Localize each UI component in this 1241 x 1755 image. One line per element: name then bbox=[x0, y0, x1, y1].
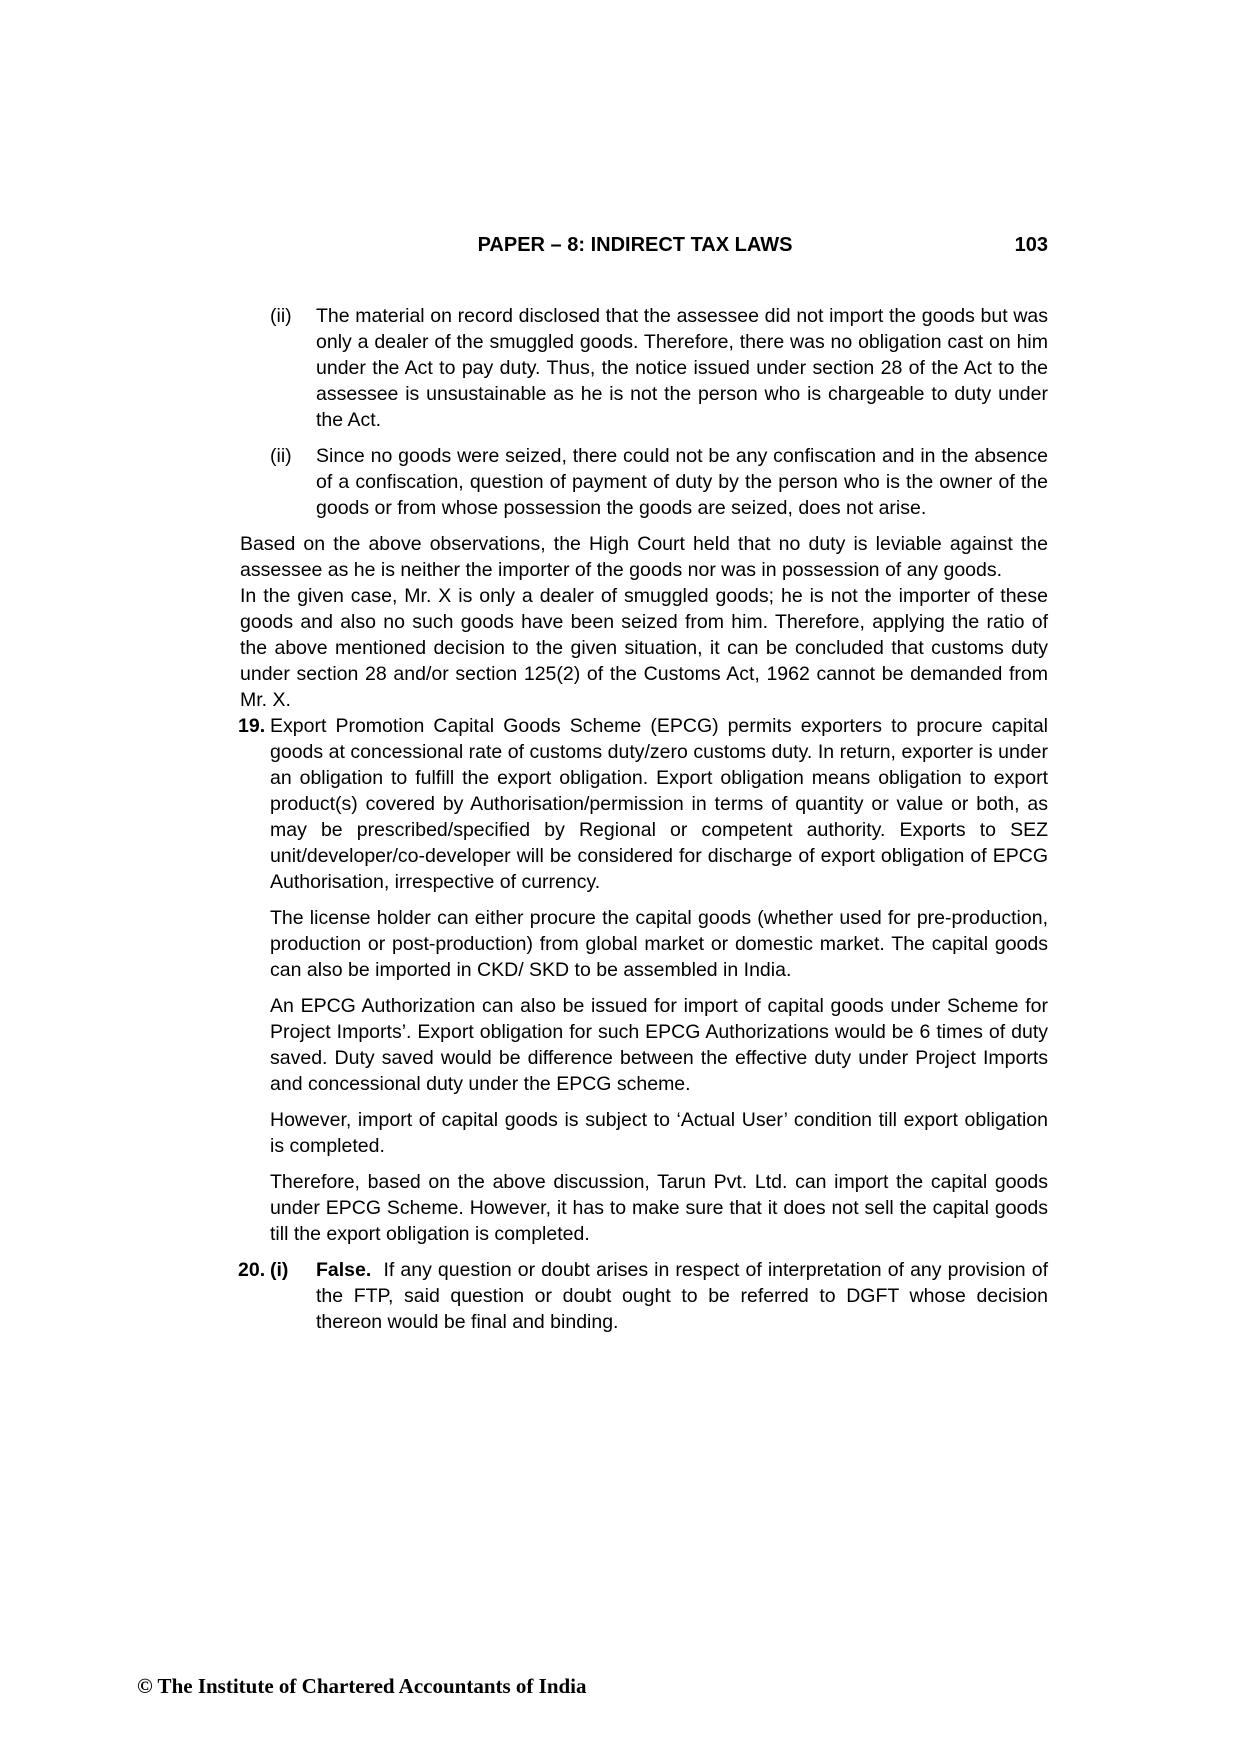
paragraph: In the given case, Mr. X is only a dealer of smuggled goods; he is not the importer of these goods and also no such goods have been seized from him. Therefore, applying the ratio of the above mentioned decision to the given situation, it can be concluded that customs duty under section 28 and/or section 125(2) of the Customs Act, 1962 cannot be demanded from Mr. X. bbox=[240, 585, 1048, 711]
paragraph: Therefore, based on the above discussion, Tarun Pvt. Ltd. can import the capital goods under EPCG Scheme. However, it has to make sure that it does not sell the capital goods till the export obligation is completed. bbox=[270, 1171, 1048, 1245]
sub-item-ii-2 bbox=[270, 443, 1048, 521]
paragraph: Based on the above observations, the High Court held that no duty is leviable against the assessee as he is neither the importer of the goods nor was in possession of any goods. bbox=[240, 533, 1048, 581]
list-marker: (i) bbox=[270, 1259, 289, 1281]
list-marker: (ii) bbox=[270, 445, 292, 467]
sub-item-ii-1 bbox=[270, 303, 1048, 433]
paragraph: The license holder can either procure the capital goods (whether used for pre-production, production or post-production) from global market or domestic market. The capital goods can also be imported in CKD/ SKD to be assembled in India. bbox=[270, 907, 1048, 981]
paragraph: Since no goods were seized, there could not be any confiscation and in the absence of a confiscation, question of payment of duty by the person who is the owner of the goods or from whose possession the goods are seized, does not arise. bbox=[316, 445, 1048, 519]
paragraph: Export Promotion Capital Goods Scheme (EPCG) permits exporters to procure capital goods at concessional rate of customs duty/zero customs duty. In return, exporter is under an obligation to fulfill the export obligation. Export obligation means obligation to export product(s) covered by Authorisation/permission in terms of quantity or value or both, as may be prescribed/specified by Regional or competent authority. Exports to SEZ unit/developer/co-developer will be considered for discharge of export obligation of EPCG Authorisation, irrespective of currency. bbox=[270, 715, 1048, 893]
paragraph: The material on record disclosed that the assessee did not import the goods but was only a dealer of the smuggled goods. Therefore, there was no obligation cast on him under the Act to pay duty. Thus, the notice issued under section 28 of the Act to the assessee is unsustainable as he is not the person who is chargeable to duty under the Act. bbox=[316, 305, 1048, 431]
answer-text: If any question or doubt arises in respect of interpretation of any provision of the FTP, said question or doubt ought to be referred to DGFT whose decision thereon would be final and binding. bbox=[316, 1259, 1048, 1333]
answer-verdict: False. bbox=[316, 1259, 372, 1281]
item-number: 20. bbox=[238, 1259, 266, 1281]
sub-item-i bbox=[270, 1257, 1048, 1335]
paragraph: However, import of capital goods is subject to ‘Actual User’ condition till export obligation is completed. bbox=[270, 1109, 1048, 1157]
numbered-item-19 bbox=[240, 713, 1048, 1247]
paragraph: An EPCG Authorization can also be issued for import of capital goods under Scheme for Project Imports’. Export obligation for such EPCG Authorizations would be 6 times of duty saved. Duty saved would be difference between the effective duty under Project Imports and concessional duty under the EPCG scheme. bbox=[270, 995, 1048, 1095]
paragraph bbox=[316, 1257, 1048, 1335]
list-marker: (ii) bbox=[270, 305, 292, 327]
copyright-notice: © The Institute of Chartered Accountants of India bbox=[137, 1674, 587, 1698]
page-footer bbox=[137, 1674, 587, 1699]
document-body bbox=[240, 303, 1048, 1345]
item-number: 19. bbox=[238, 715, 266, 737]
numbered-item-20 bbox=[240, 1257, 1048, 1335]
page-number: 103 bbox=[1014, 234, 1048, 256]
page-title: PAPER – 8: INDIRECT TAX LAWS bbox=[477, 234, 793, 256]
page-header bbox=[240, 234, 1048, 264]
